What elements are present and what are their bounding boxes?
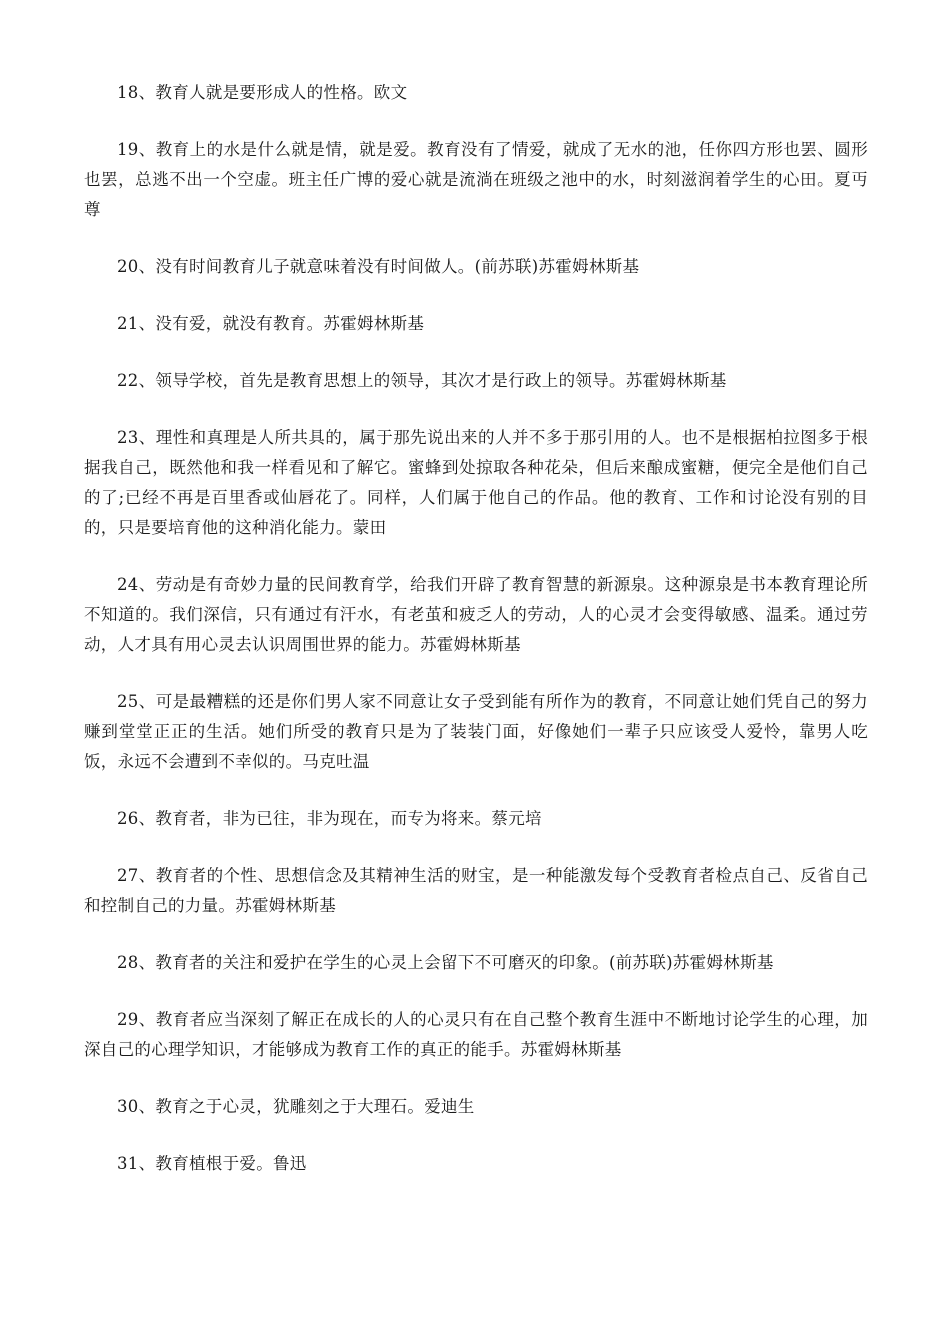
quote-25: 25、可是最糟糕的还是你们男人家不同意让女子受到能有所作为的教育，不同意让她们凭自己的努力赚到堂堂正正的生活。她们所受的教育只是为了装装门面，好像她们一辈子只应该受人爱怜，靠男人吃饭，永远不会遭到不幸似的。马克吐温 <box>84 692 868 771</box>
quote-28: 28、教育者的关注和爱护在学生的心灵上会留下不可磨灭的印象。(前苏联)苏霍姆林斯基 <box>117 953 774 972</box>
quote-23: 23、理性和真理是人所共具的，属于那先说出来的人并不多于那引用的人。也不是根据柏拉图多于根据我自己，既然他和我一样看见和了解它。蜜蜂到处掠取各种花朵，但后来酿成蜜糖，便完全是他们自己的了;已经不再是百里香或仙唇花了。同样，人们属于他自己的作品。他的教育、工作和讨论没有别的目的，只是要培育他的这种消化能力。蒙田 <box>84 428 868 537</box>
quote-24: 24、劳动是有奇妙力量的民间教育学，给我们开辟了教育智慧的新源泉。这种源泉是书本教育理论所不知道的。我们深信，只有通过有汗水，有老茧和疲乏人的劳动，人的心灵才会变得敏感、温柔。通过劳动，人才具有用心灵去认识周围世界的能力。苏霍姆林斯基 <box>84 575 868 654</box>
quote-29: 29、教育者应当深刻了解正在成长的人的心灵只有在自己整个教育生涯中不断地讨论学生的心理，加深自己的心理学知识，才能够成为教育工作的真正的能手。苏霍姆林斯基 <box>84 1010 868 1059</box>
quote-22: 22、领导学校，首先是教育思想上的领导，其次才是行政上的领导。苏霍姆林斯基 <box>117 371 727 390</box>
quote-19: 19、教育上的水是什么就是情，就是爱。教育没有了情爱，就成了无水的池，任你四方形也罢、圆形也罢，总逃不出一个空虚。班主任广博的爱心就是流淌在班级之池中的水，时刻滋润着学生的心田。夏丏尊 <box>84 140 868 219</box>
quote-26: 26、教育者，非为已往，非为现在，而专为将来。蔡元培 <box>117 809 542 828</box>
quote-21: 21、没有爱，就没有教育。苏霍姆林斯基 <box>117 314 425 333</box>
quote-18: 18、教育人就是要形成人的性格。欧文 <box>117 83 408 102</box>
quote-30: 30、教育之于心灵，犹雕刻之于大理石。爱迪生 <box>117 1097 475 1116</box>
quote-31: 31、教育植根于爱。鲁迅 <box>117 1154 307 1173</box>
quote-list <box>84 78 868 1206</box>
quote-20: 20、没有时间教育儿子就意味着没有时间做人。(前苏联)苏霍姆林斯基 <box>117 257 640 276</box>
quote-27: 27、教育者的个性、思想信念及其精神生活的财宝，是一种能激发每个受教育者检点自己、反省自己和控制自己的力量。苏霍姆林斯基 <box>84 866 868 915</box>
